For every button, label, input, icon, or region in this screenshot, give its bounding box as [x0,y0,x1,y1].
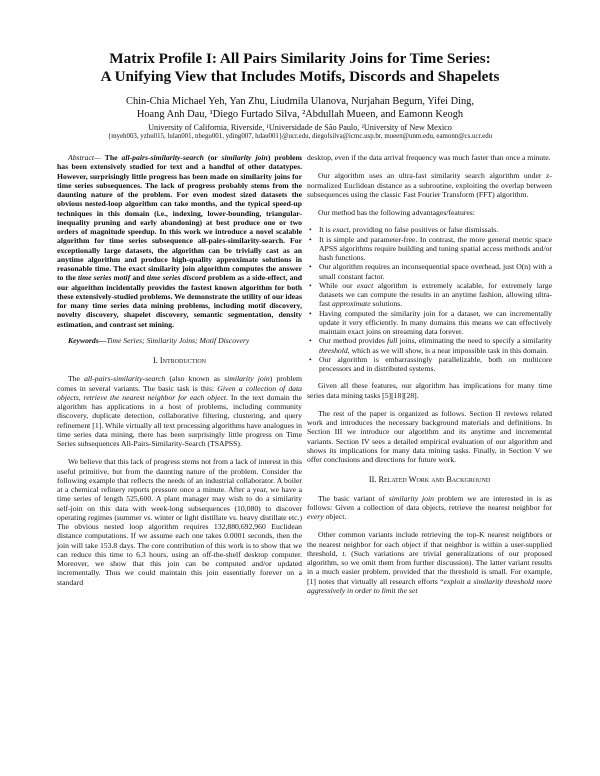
title-line-1: Matrix Profile I: All Pairs Similarity Joins for Time Series: [109,50,491,67]
author-emails: {myeh003, yzhu015, lulan001, nbegu001, yding007, hdau001}@ucr.edu, diegofsilva@icmc.usp.br, mueen@unm.edu, eamonn@cs.ucr.edu [107,133,493,140]
related-paragraph-1 [307,494,552,522]
text-run: problem we are interested in is as follows: Given a collection of data objects, retrieve the nearest neighbor for [307,493,552,512]
left-column [57,153,302,587]
emphasis: exploit a similarity threshold more aggressively in order to limit the set [307,576,552,595]
text-run: . In the text domain the algorithm has applications in a host of problems, including community discovery, duplicate detection, collaborative filtering, clustering, and query refinement [1]. While virtually all text processing algorithms have analogues in time series data mining, there has been surprisingly little progress on Time Series subsequences All-Pairs-Similarity-Search (TSAPSS). [57,392,302,448]
affiliations: University of California, Riverside, ¹Universidade de São Paulo, ²University of New Mexico [148,123,452,132]
text-run: The basic variant of [318,493,389,503]
text-run: object. [323,512,347,521]
emphasis: full [387,336,398,346]
emphasis: Given a collection of data objects, retrieve the nearest neighbor for each object [57,383,302,402]
right-column [307,153,552,595]
text-run: ) problem comes in several variants. The basic task is this: [57,374,303,393]
emphasis: approximate [332,299,371,309]
title-line-2: A Unifying View that Includes Motifs, Discords and Shapelets [100,68,500,85]
authors-line-2: Hoang Anh Dau, ¹Diego Furtado Silva, ²Abdullah Mueen, and Eamonn Keogh [136,109,464,120]
emphasis: threshold [319,345,348,355]
list-item [319,225,552,234]
emphasis: all-pairs-similarity-search [84,374,166,384]
text-run: . (Such variations are trivial generalizations of our proposed algorithm, so we omit them from further discussion). The latter variant results in a much easier problem, provided that the threshold is small. For example, [1] notes that virtually all research efforts “ [307,548,552,586]
section-heading-related-work: II. Related Work and Background [368,475,491,485]
keywords-text: Time Series; Similarity Joins; Motif Discovery [106,335,250,345]
abstract-text: ) problem has been extensively studied for text and a handful of other datatypes. However, surprisingly little progress has been made on similarity joins for time series subsequences. The lack of progress probably stems from the daunting nature of the problem. For even modest sized datasets the obvious nested-loop algorithm can take months, and the typical speed-up techniques in this domain (i.e., indexing, lower-bounding, triangular-inequality pruning and early abandoning) at best produce one or two orders of magnitude speedup. In this work we introduce a novel scalable algorithm for time series subsequence all-pairs-similarity-search. For exceptionally large datasets, the algorithm can be trivially cast as an anytime algorithm and produce high-quality approximate solutions in reasonable time. The exact similarity join algorithm computes the answer to the [57,153,302,283]
text-run: algorithm is extremely scalable, for extremely large datasets we can compute the results in an anytime fashion, allowing ultra-fast [319,280,553,309]
abstract-text: (or [203,153,222,162]
features-intro: Our method has the following advantages/features: [318,208,475,217]
abstract [57,153,302,329]
features-list [307,225,552,373]
emphasis: t [342,548,345,558]
abstract-text: problem as a side-effect, and our algorithm incidentally provides the fastest known algorithm for both these extensively-studied problems. We demonstrate the utility of our ideas for many time series data mining problems, including motif discovery, novelty discovery, shapelet discovery, semantic segmentation, density estimation, and contrast set mining. [57,273,302,329]
text-run: , which as we will show, is a near impossible task in this domain. [347,345,548,355]
abstract-term: time series discord [146,273,206,283]
section-heading-introduction: I. Introduction [152,356,206,365]
keywords [57,336,302,345]
emphasis: every [307,512,324,521]
abstract-text: and [130,273,147,283]
text-run: solutions. [370,299,403,309]
related-paragraph-2 [307,530,552,595]
emphasis: exact [332,225,349,235]
text-run: joins, eliminating the need to specify a similarity [397,336,552,346]
text-run: While our [319,280,358,290]
author-list [40,95,560,121]
keywords-label: Keywords— [68,335,107,345]
abstract-term: all-pairs-similarity-search [121,153,204,162]
list-item: • Our algorithm is embarrassingly parallelizable, both on multicore processors and in distributed systems. [319,355,552,374]
list-item: • Having computed the similarity join for a dataset, we can incrementally update it very efficiently. In many domains this means we can effectively maintain exact joins on streaming data forever. [319,309,552,337]
implications-paragraph: Given all these features, our algorithm has implications for many time series data mining tasks [5][18][28]. [307,381,552,400]
intro-paragraph-2: We believe that this lack of progress stems not from a lack of interest in this useful primitive, but from the daunting nature of the problem. Consider the following example that reflects the needs of an industrial collaborator. A boiler at a chemical refinery reports pressure once a minute. After a year, we have a time series of length 525,600. A plant manager may wish to do a similarity self-join on this data with week-long subsequences (10,080) to discover operating regimes (summer vs. winter or light distillate vs. heavy distillate etc.) The obvious nested loop algorithm requires 132,880,692,960 Euclidean distance computations. If we assume each one takes 0.0001 seconds, then the join will take 153.8 days. The core contribution of this work is to show that we can reduce this time to 6.3 hours, using an off-the-shelf desktop computer. Moreover, we show that this join can be computed and/or updated incrementally. Thus we could maintain this join essentially forever on a standard [57,457,302,587]
text-run: The [68,374,85,384]
emphasis: similarity join [388,493,434,503]
organization-paragraph: The rest of the paper is organized as follows. Section II reviews related work and introduces the necessary background materials and definitions. In Section III we introduce our algorithm and its anytime and incremental variants. Section IV sees a detailed empirical evaluation of our algorithm and shows its implications for many data mining tasks. Finally, in Section V we offer conclusions and directions for future work. [307,408,552,464]
text-run: , providing no false positives or false dismissals. [348,225,499,235]
abstract-term: time series motif [77,273,131,283]
continued-paragraph: desktop, even if the data arrival frequency was much faster than once a minute. [307,153,551,162]
abstract-text: The [104,153,122,162]
list-item [319,336,552,355]
list-item: • Our algorithm requires an inconsequential space overhead, just O(n) with a small constant factor. [319,262,552,281]
text-run: (also known as [165,374,225,384]
emphasis: exact [357,280,374,290]
abstract-term: similarity join [221,153,268,162]
text-run: Our method provides [319,336,388,346]
abstract-label: Abstract— [68,153,101,162]
intro-paragraph-1 [57,374,302,448]
emphasis: similarity join [224,374,270,384]
text-run: Other common variants include retrieving the top-K nearest neighbors or the nearest neighbor for each object if that neighbor is within a user-supplied threshold, [307,530,552,558]
algorithm-paragraph: Our algorithm uses an ultra-fast similarity search algorithm under z-normalized Euclidean distance as a subroutine, exploiting the overlap between subsequences using the classic Fast Fourier Transform (FFT) algorithm. [307,171,552,199]
list-item: • It is simple and parameter-free. In contrast, the more general metric space APSS algorithms require building and tuning spatial access methods and/or hash functions. [319,235,552,263]
paper-title [40,50,560,86]
authors-line-1: Chin-Chia Michael Yeh, Yan Zhu, Liudmila Ulanova, Nurjahan Begum, Yifei Ding, [126,96,474,107]
list-item [319,281,552,309]
text-run: It is [319,225,333,235]
